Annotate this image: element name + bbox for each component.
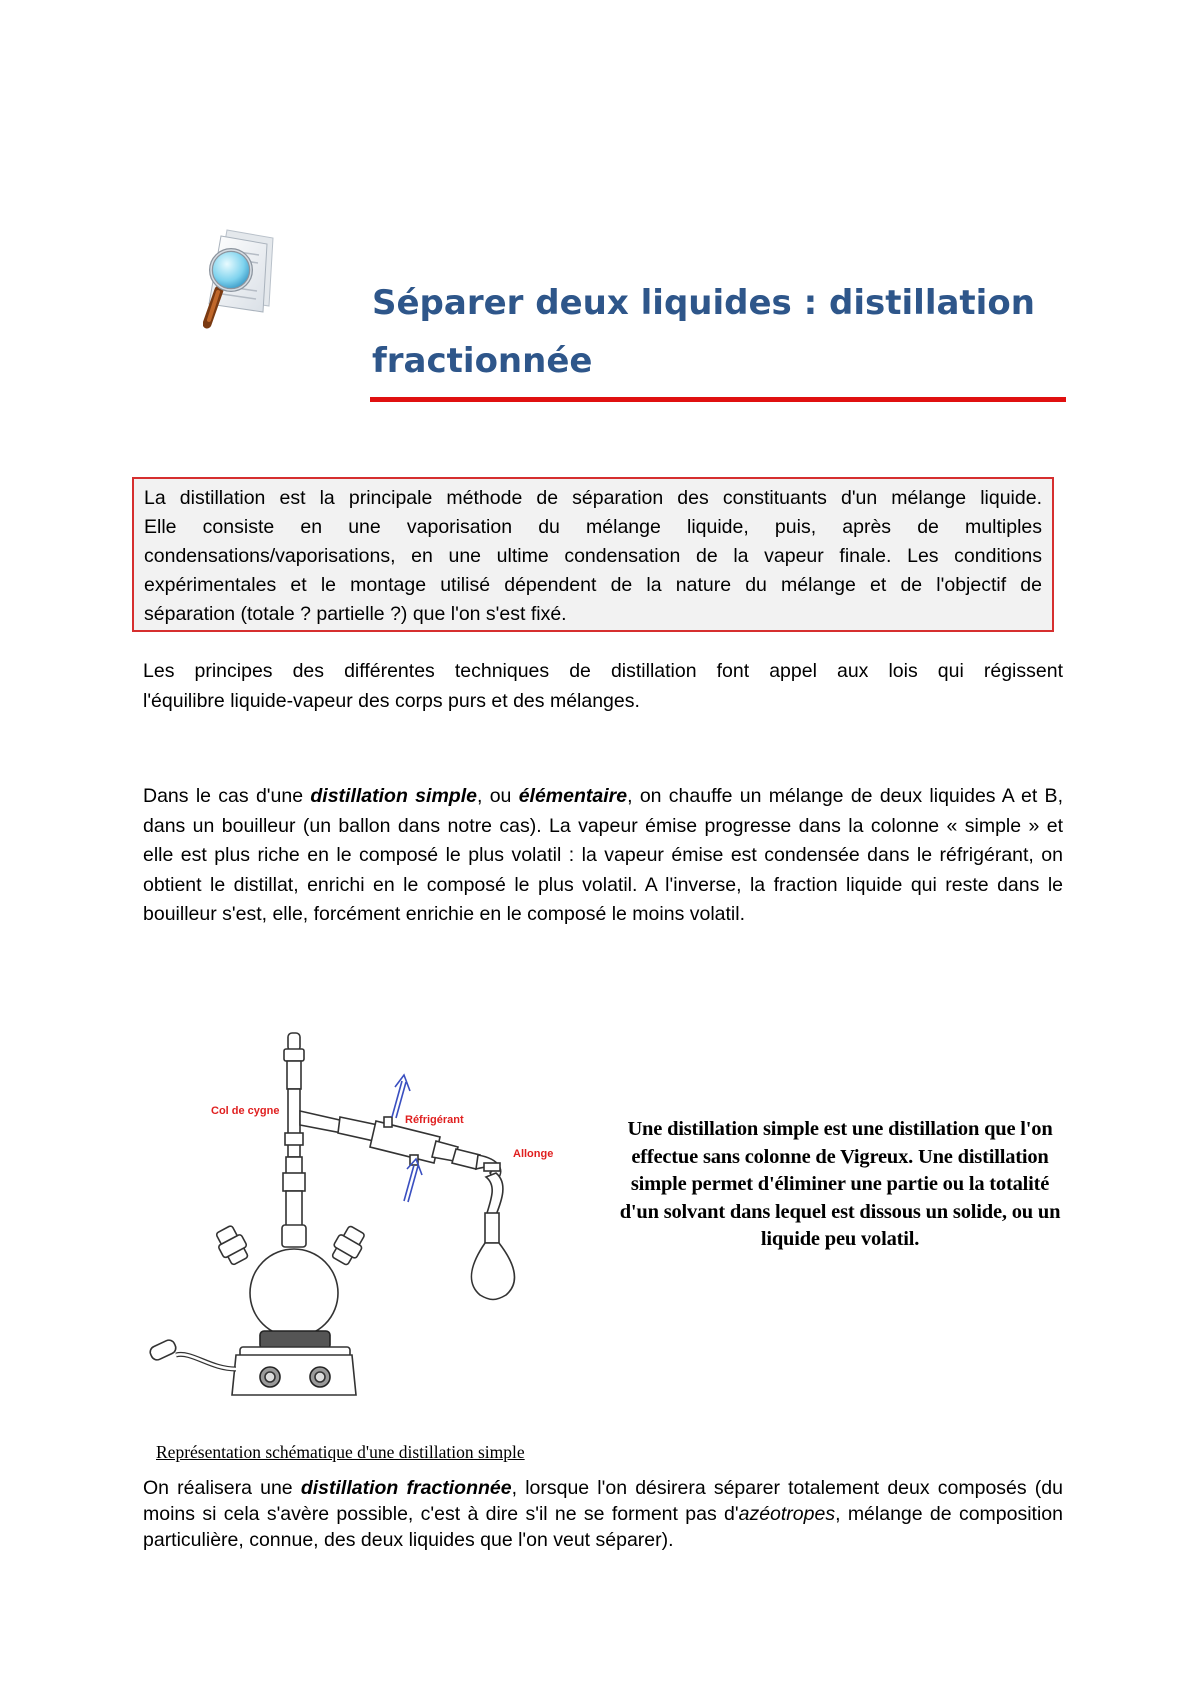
side-note: Une distillation simple est une distillation que l'on effectue sans colonne de Vigreux. Une distillation simple permet d'éliminer une partie ou la totalité d'un solvant dans lequel est dissous un solide, ou un liquide peu volatil. xyxy=(619,1118,1061,1250)
intro-line-5: séparation (totale ? partielle ?) que l'on s'est fixé. xyxy=(144,603,567,625)
para3-text-1: On réalisera une xyxy=(143,1477,301,1499)
paragraph-principles xyxy=(143,656,1063,716)
heater-base xyxy=(232,1355,356,1395)
label-col-de-cygne: Col de cygne xyxy=(211,1105,280,1117)
receiving-flask xyxy=(471,1243,514,1300)
intro-line-1: La distillation est la principale méthode de séparation des constituants d'un mélange liquide. xyxy=(144,487,1042,509)
still-head xyxy=(288,1089,300,1157)
para2-emphasis-1: distillation simple xyxy=(310,785,477,807)
para2-text-1: Dans le cas d'une xyxy=(143,785,311,807)
label-refrigerant: Réfrigérant xyxy=(405,1114,464,1126)
para2-emphasis-2: élémentaire xyxy=(518,785,628,807)
paragraph-simple-distillation xyxy=(143,782,1063,930)
para2-text-3: , on chauffe un mélange de deux liquides A et B, dans un bouilleur (un ballon dans notre cas). La vapeur émise progresse dans la colonne « simple » et elle est plus riche en le composé le plus volatil : la vapeur émise est condensée dans le réfrigérant, on obtient le distillat, enrichi en le composé le plus volatil. A l'inverse, la fraction liquide qui reste dans le bouilleur s'est, elle, forcément enrichie en le composé le moins volatil. xyxy=(143,785,1063,925)
title-underline xyxy=(370,397,1066,402)
distillation-diagram xyxy=(140,1025,600,1420)
intro-line-3: condensations/vaporisations, en une ultime condensation de la vapeur finale. Les conditions xyxy=(144,545,1042,567)
label-allonge: Allonge xyxy=(513,1148,554,1160)
intro-line-2: Elle consiste en une vaporisation du mélange liquide, puis, après de multiples xyxy=(144,516,1042,538)
intro-line-4: expérimentales et le montage utilisé dépendent de la nature du mélange et de l'objectif de xyxy=(144,574,1042,596)
para3-emphasis-1: distillation fractionnée xyxy=(300,1477,512,1499)
figure-caption: Représentation schématique d'une distillation simple xyxy=(156,1442,525,1462)
title-line-1: Séparer deux liquides : distillation xyxy=(372,283,1035,323)
page-title xyxy=(372,274,1072,390)
intro-box xyxy=(132,477,1054,632)
para3-emphasis-2: azéotropes xyxy=(738,1503,836,1525)
para3-text-2: , lorsque l'on désirera séparer totalement deux composés (du moins si cela s'avère possible, c'est à dire s'il ne se forment pas d' xyxy=(143,1477,1063,1525)
document-magnifier-icon xyxy=(203,228,285,336)
para3-text-3: , mélange de composition particulière, connue, des deux liquides que l'on veut séparer). xyxy=(143,1503,1063,1551)
title-line-2: fractionnée xyxy=(372,341,593,381)
para1-line-2: l'équilibre liquide-vapeur des corps purs et des mélanges. xyxy=(143,690,640,712)
para2-text-2: , ou xyxy=(476,785,519,807)
para1-line-1: Les principes des différentes techniques de distillation font appel aux lois qui régissent xyxy=(143,660,1063,682)
paragraph-fractional-distillation xyxy=(143,1475,1063,1553)
boiling-flask xyxy=(250,1249,338,1337)
side-arm xyxy=(300,1111,344,1133)
